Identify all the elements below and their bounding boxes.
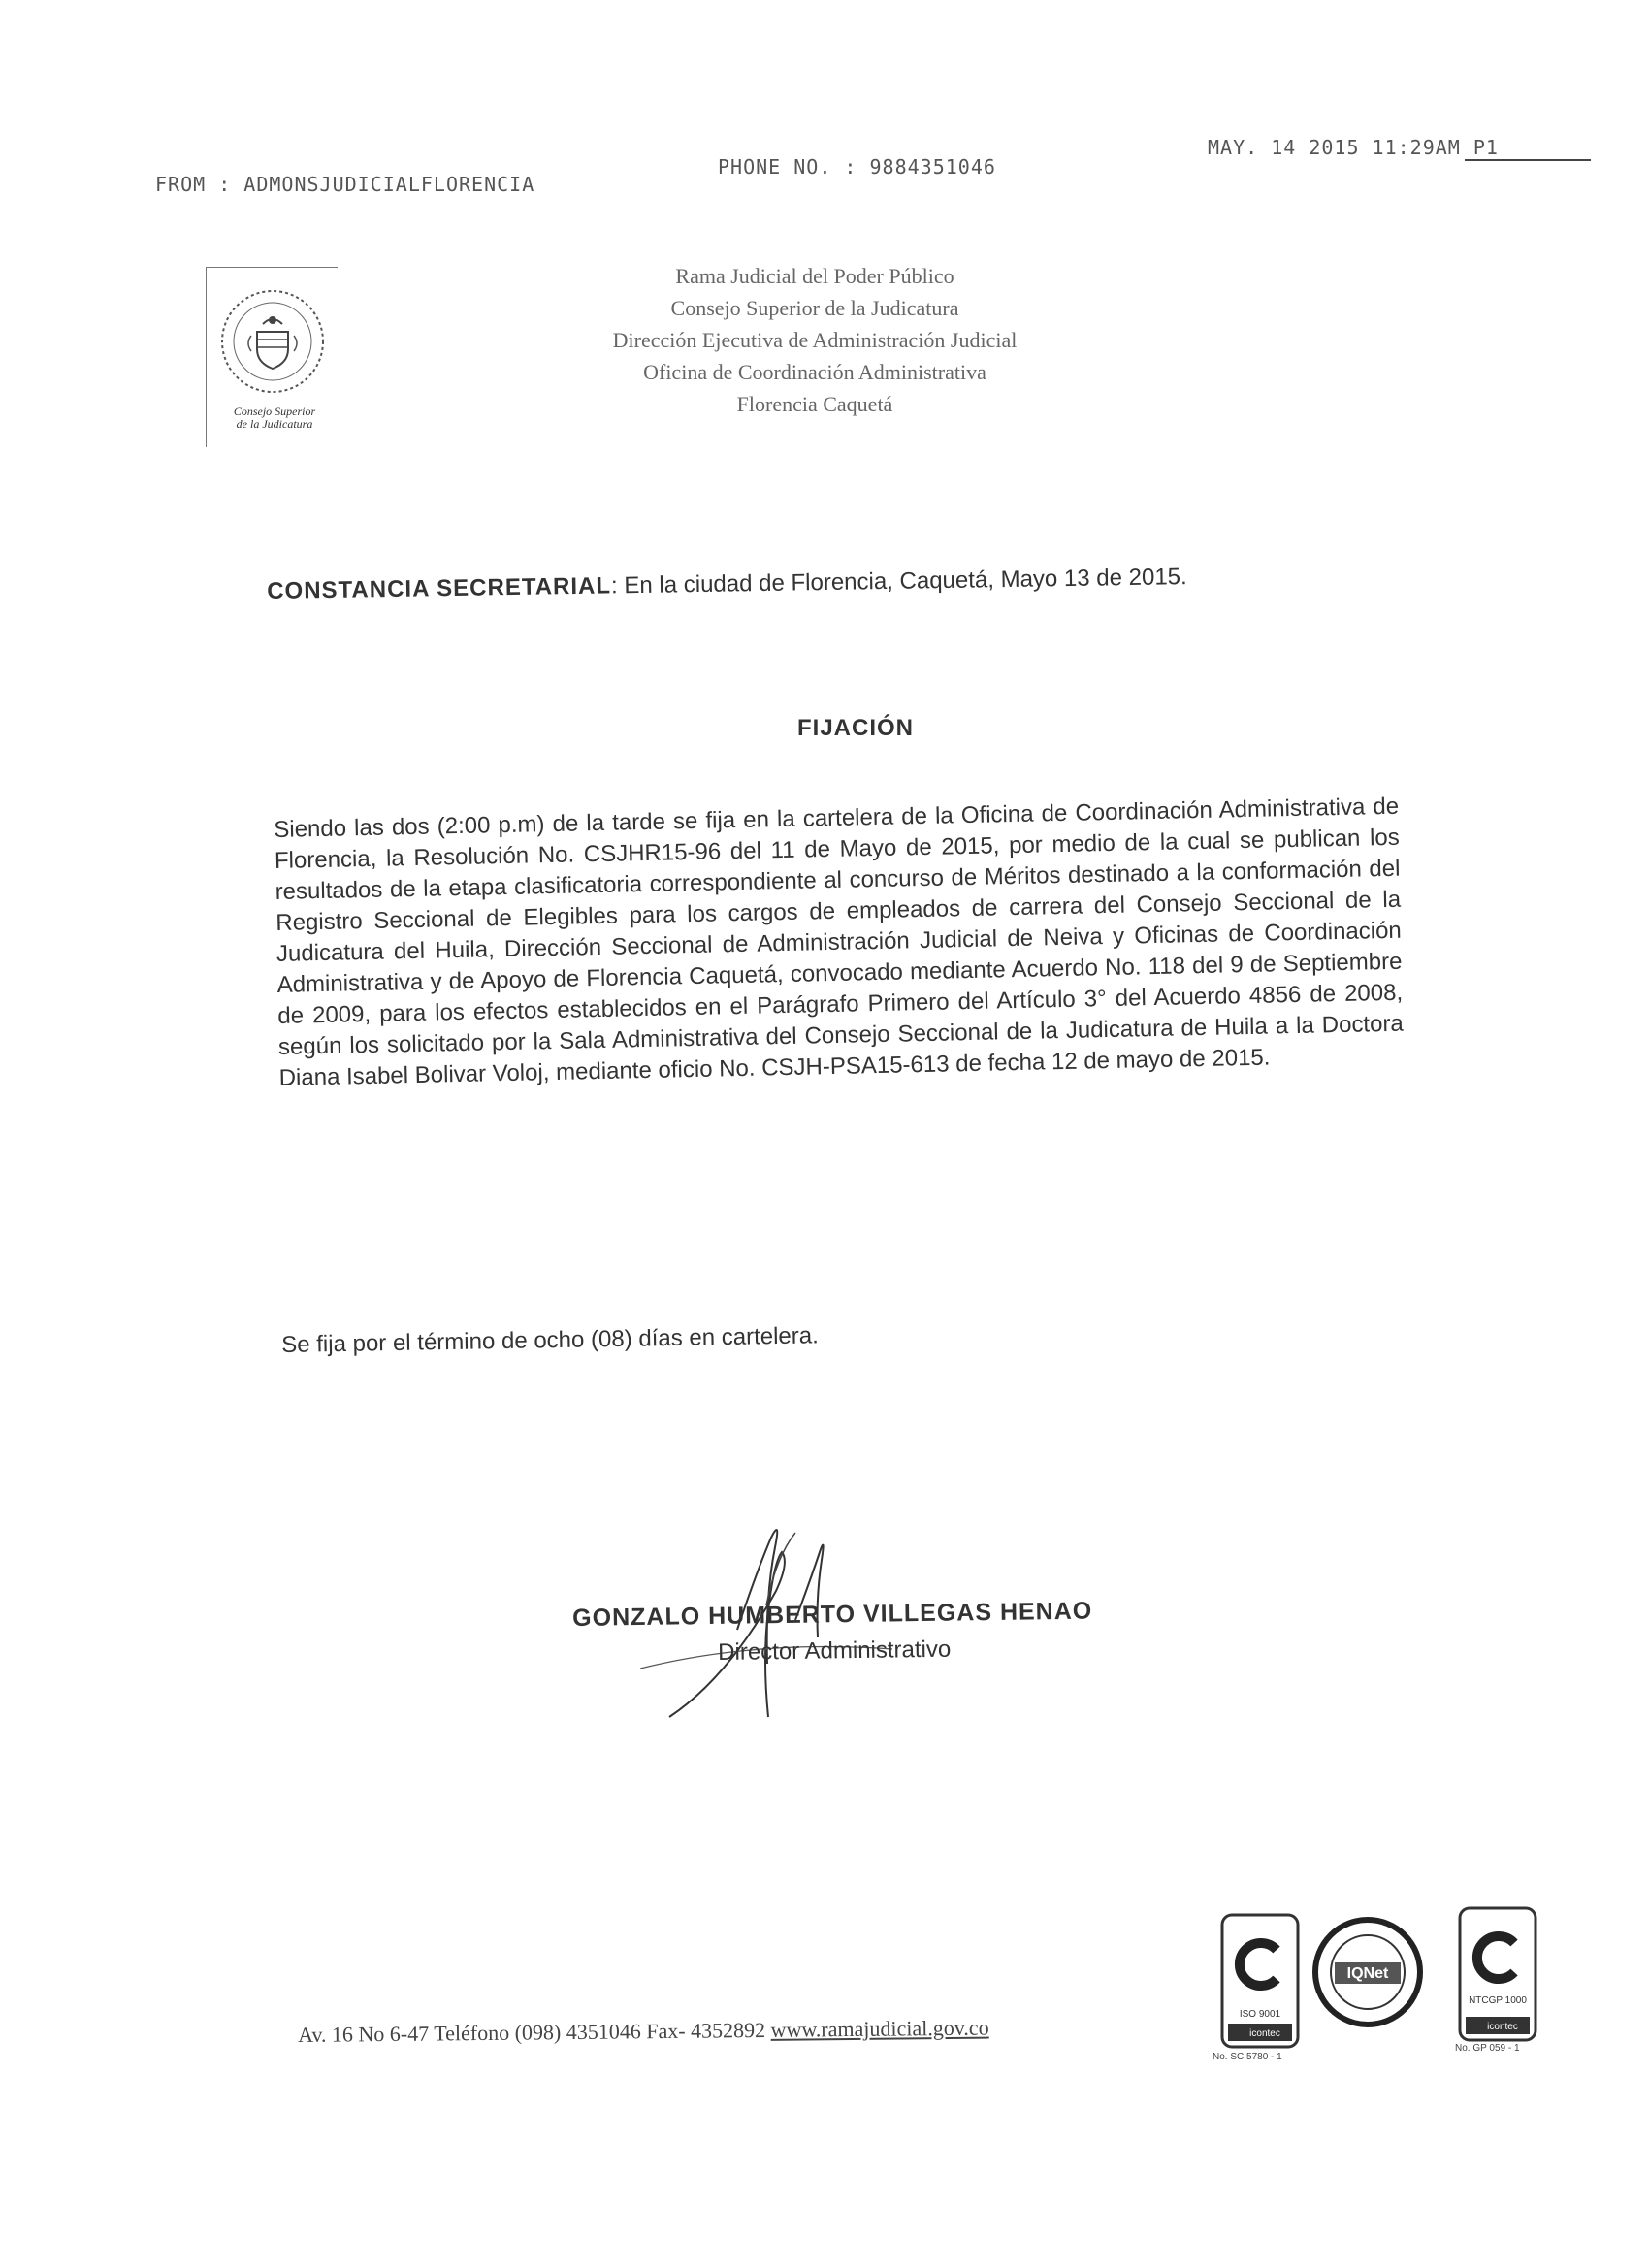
- institution-line-2: Consejo Superior de la Judicatura: [670, 296, 959, 320]
- footer-url[interactable]: www.ramajudicial.gov.co: [770, 2015, 989, 2042]
- iqnet-certification-icon: [1311, 1916, 1424, 2028]
- institution-line-1: Rama Judicial del Poder Público: [675, 264, 954, 288]
- icontec-label-1: icontec: [1249, 2028, 1280, 2039]
- icontec-label-2: icontec: [1487, 2022, 1518, 2032]
- footer-contact: [298, 2016, 989, 2048]
- body-paragraph: Siendo las dos (2:00 p.m) de la tarde se fija en la cartelera de la Oficina de Coordinación Administrativa de Florencia, la Resolución No. CSJHR15-96 del 11 de Mayo de 2015, por medio de la cual se publican los resultados de la etapa clasificatoria correspondiente al concurso de Méritos destinado a la conformación del Registro Seccional de Elegibles para los cargos de empleados de carrera del Consejo Seccional de la Judicatura del Huila, Dirección Seccional de Administración Judicial de Neiva y Oficinas de Coordinación Administrativa y de Apoyo de Florencia Caquetá, convocado mediante Acuerdo No. 118 del 9 de Septiembre de 2009, para los efectos establecidos en el Parágrafo Primero del Artículo 3° del Acuerdo 4856 de 2008, según los solicitado por la Sala Administrativa del Consejo Seccional de la Judicatura de Huila a la Doctora Diana Isabel Bolivar Voloj, mediante oficio No. CSJH-PSA15-613 de fecha 12 de mayo de 2015.: [274, 793, 1405, 1091]
- icontec-ntcgp-certification-icon: [1458, 1906, 1537, 2042]
- ntcgp-label: NTCGP 1000: [1469, 1995, 1527, 2006]
- certification-number-1: No. SC 5780 - 1: [1212, 2052, 1282, 2062]
- icontec-iso-certification-icon: [1220, 1913, 1300, 2049]
- institution-line-3: Dirección Ejecutiva de Administración Judicial: [612, 328, 1018, 352]
- section-title: FIJACIÓN: [797, 715, 915, 741]
- fax-header: [155, 126, 1591, 194]
- signer-title: Director Administrativo: [718, 1636, 952, 1666]
- footer-address: Av. 16 No 6-47 Teléfono (098) 4351046 Fax- 4352892: [298, 2017, 771, 2047]
- fax-phone: PHONE NO. : 9884351046: [718, 155, 996, 178]
- term-statement: Se fija por el término de ocho (08) días en cartelera.: [281, 1322, 820, 1358]
- constancia-label: CONSTANCIA SECRETARIAL: [267, 572, 612, 604]
- iso-label: ISO 9001: [1239, 2009, 1281, 2020]
- constancia-text: : En la ciudad de Florencia, Caquetá, Mayo 13 de 2015.: [610, 564, 1187, 599]
- seal-logo: [206, 267, 338, 447]
- colombia-coat-of-arms-icon: [214, 281, 331, 403]
- signer-name: GONZALO HUMBERTO VILLEGAS HENAO: [572, 1597, 1093, 1632]
- institution-line-5: Florencia Caquetá: [736, 392, 893, 416]
- institution-header: [524, 260, 1106, 420]
- constancia-line: [267, 561, 1373, 605]
- fax-underline: [1465, 159, 1591, 161]
- certification-number-3: No. GP 059 - 1: [1455, 2043, 1520, 2054]
- seal-caption: Consejo Superior de la Judicatura: [233, 405, 316, 431]
- institution-line-4: Oficina de Coordinación Administrativa: [643, 360, 986, 384]
- fax-from: FROM : ADMONSJUDICIALFLORENCIA: [155, 173, 535, 196]
- iqnet-label: IQNet: [1346, 1965, 1389, 1982]
- fax-date: MAY. 14 2015 11:29AM P1: [1208, 136, 1499, 159]
